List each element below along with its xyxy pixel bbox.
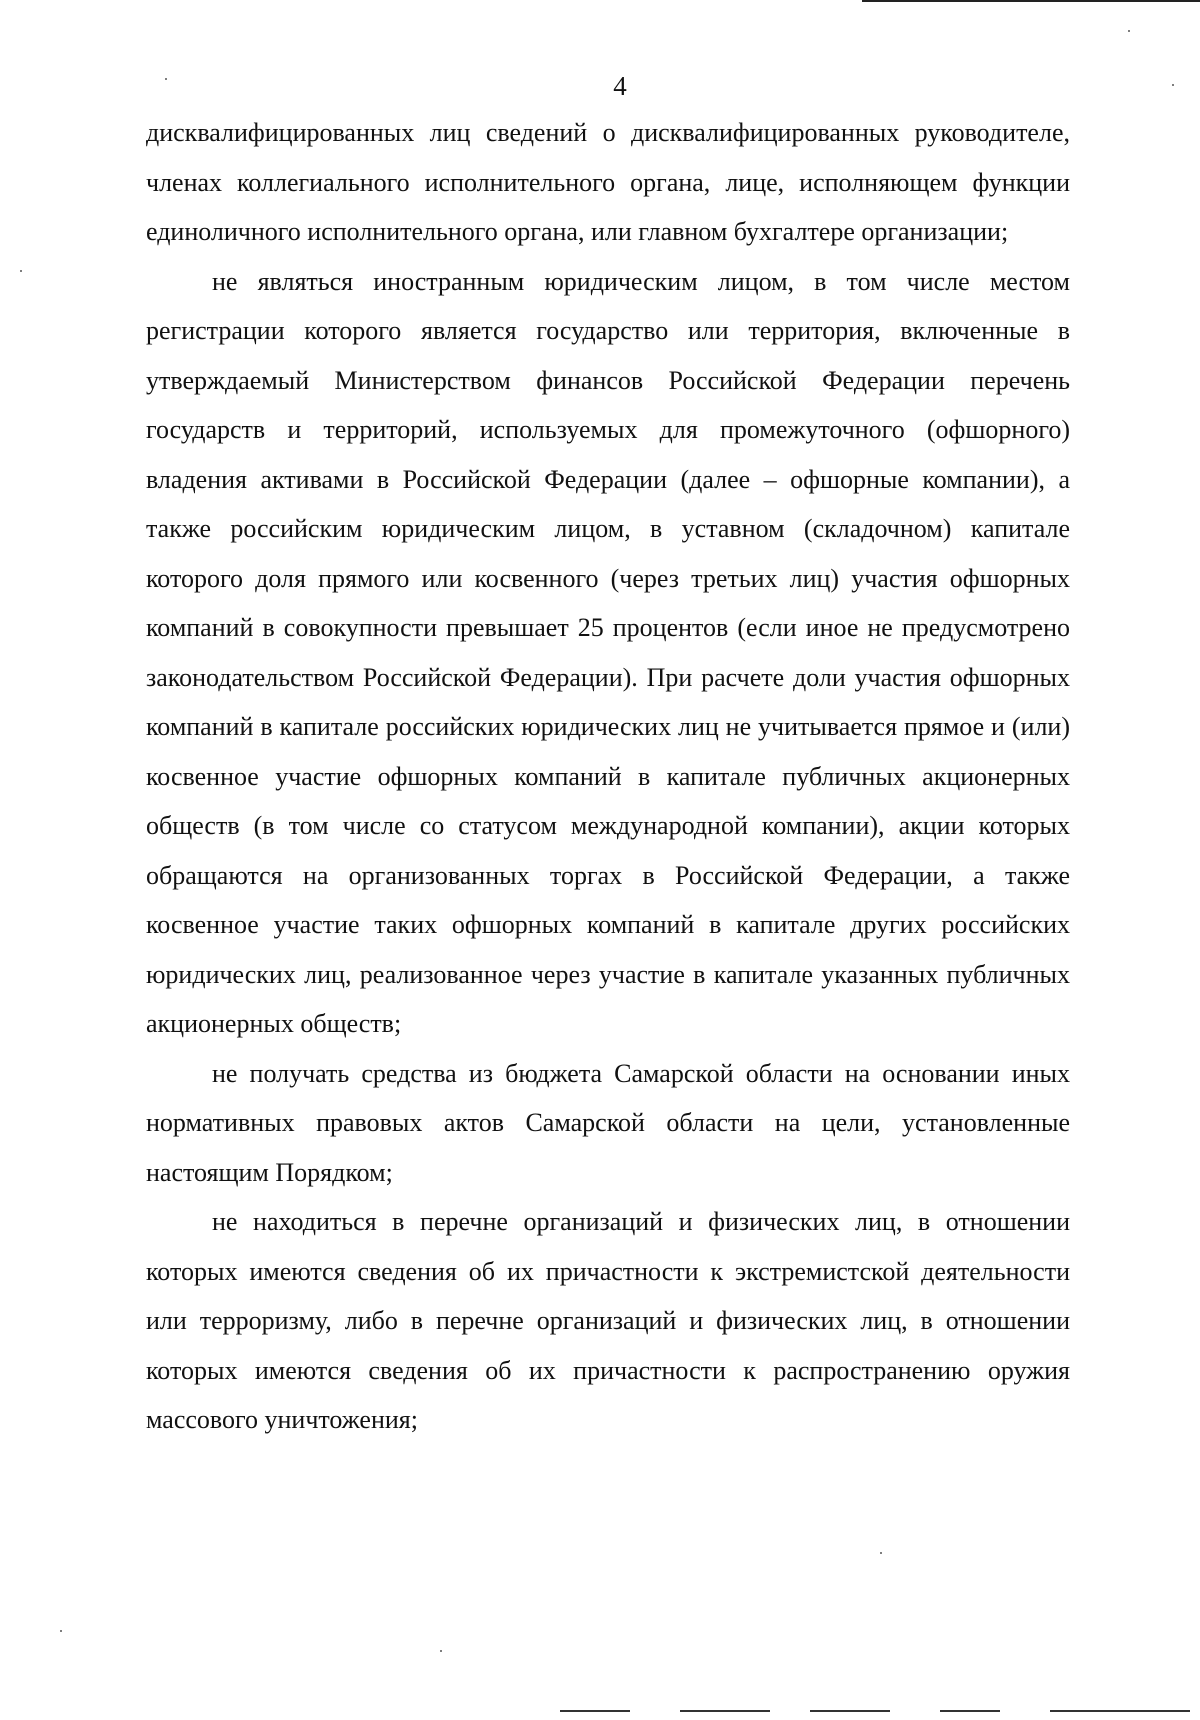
scan-mark	[810, 1710, 890, 1712]
scan-speck	[880, 1552, 882, 1554]
scan-speck	[1172, 84, 1174, 86]
scan-mark	[940, 1710, 1000, 1712]
scan-mark	[560, 1710, 630, 1712]
bottom-scan-marks	[560, 1710, 1200, 1716]
scan-mark	[1050, 1710, 1190, 1712]
top-rule	[862, 0, 1200, 2]
page-number: 4	[613, 71, 627, 101]
paragraph-offshore: не являться иностранным юридическим лицом, в том числе местом регистрации которого является государство или территория, включенные в утверждаемый Министерством финансов Российской Федерации перечень государств и территорий, используемых для промежуточного (офшорного) владения активами в Российской Федерации (далее – офшорные компании), а также российским юридическим лицом, в уставном (складочном) капитале которого доля прямого или косвенного (через третьих лиц) участия офшорных компаний в совокупности превышает 25 процентов (если иное не предусмотрено законодательством Российской Федерации). При расчете доли участия офшорных компаний в капитале российских юридических лиц не учитывается прямое и (или) косвенное участие офшорных компаний в капитале публичных акционерных обществ (в том числе со статусом международной компании), акции которых обращаются на организованных торгах в Российской Федерации, а также косвенное участие таких офшорных компаний в капитале других российских юридических лиц, реализованное через участие в капитале указанных публичных акционерных обществ;	[146, 266, 1070, 1038]
scan-speck	[60, 1630, 62, 1632]
scan-speck	[1128, 30, 1130, 32]
scan-speck	[440, 1650, 442, 1652]
scan-speck	[20, 270, 22, 272]
document-body	[146, 108, 1070, 1445]
scan-mark	[680, 1710, 770, 1712]
paragraph-budget: не получать средства из бюджета Самарской области на основании иных нормативных правовых актов Самарской области на цели, установленные настоящим Порядком;	[146, 1058, 1070, 1187]
scan-speck	[165, 78, 167, 80]
paragraph-continuation: дисквалифицированных лиц сведений о дисквалифицированных руководителе, членах коллегиального исполнительного органа, лице, исполняющем функции единоличного исполнительного органа, или главном бухгалтере организации;	[146, 118, 1070, 246]
paragraph-extremism: не находиться в перечне организаций и физических лиц, в отношении которых имеются сведения об их причастности к экстремистской деятельности или терроризму, либо в перечне организаций и физических лиц, в отношении которых имеются сведения об их причастности к распространению оружия массового уничтожения;	[146, 1207, 1070, 1434]
